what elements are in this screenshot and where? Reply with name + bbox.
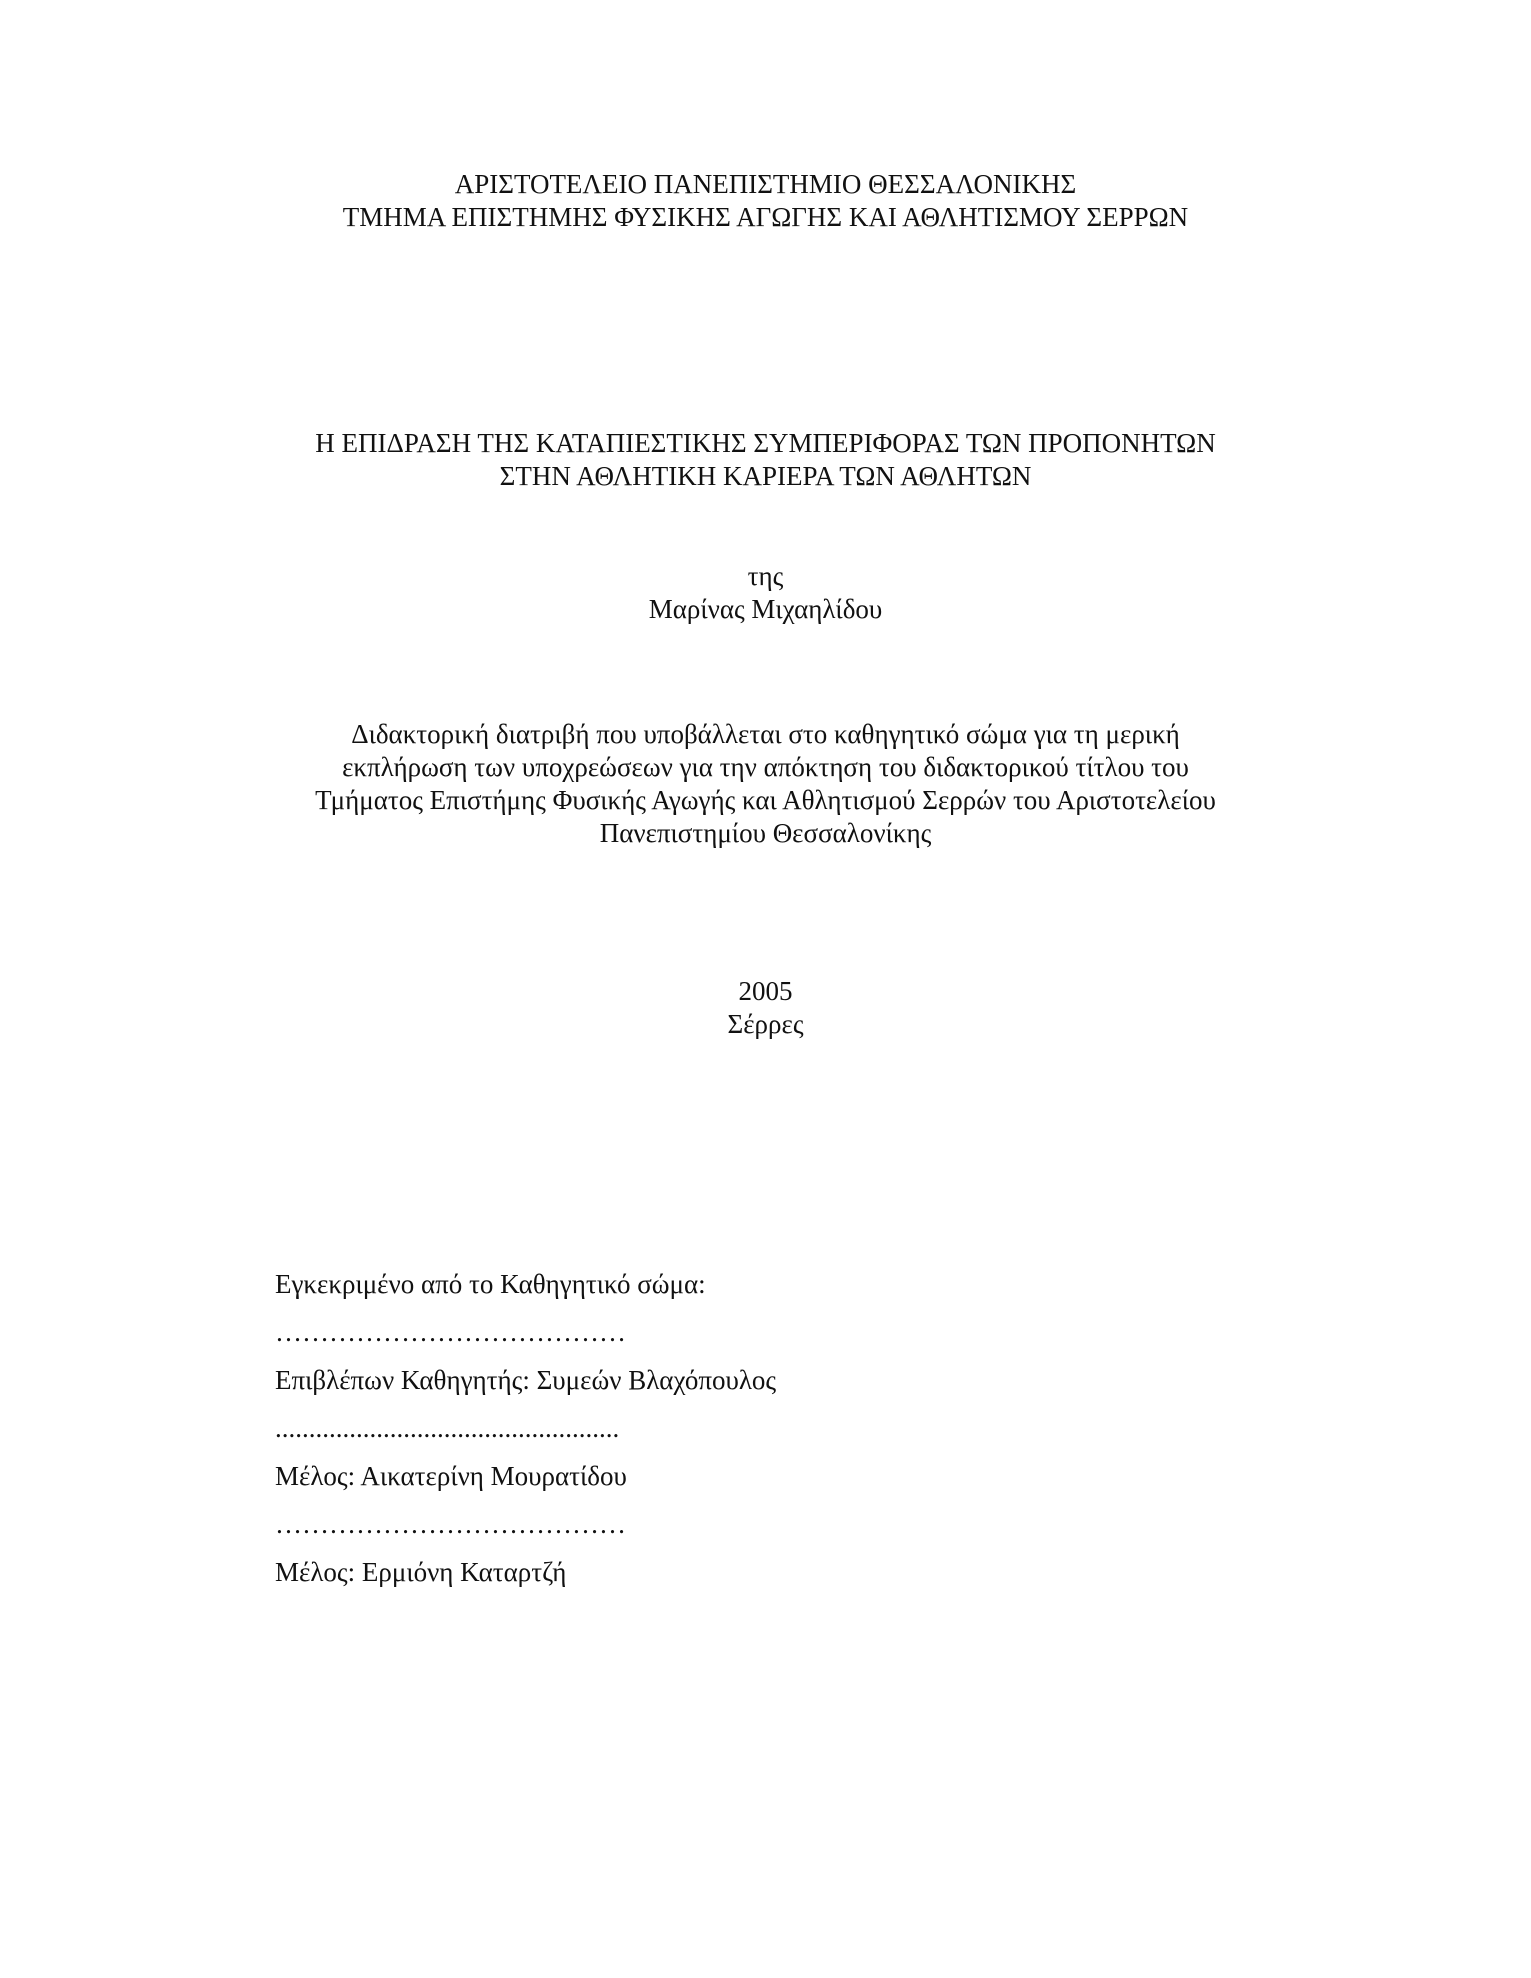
purpose-line-3: Τμήματος Επιστήμης Φυσικής Αγωγής και Αθλητισμού Σερρών του Αριστοτελείου: [315, 785, 1216, 815]
thesis-purpose: [0, 718, 1531, 850]
department-name: ΤΜΗΜΑ ΕΠΙΣΤΗΜΗΣ ΦΥΣΙΚΗΣ ΑΓΩΓΗΣ ΚΑΙ ΑΘΛΗΤΙΣΜΟΥ ΣΕΡΡΩΝ: [342, 202, 1189, 232]
thesis-title: [0, 427, 1531, 493]
purpose-line-2: εκπλήρωση των υποχρεώσεων για την απόκτηση του διδακτορικού τίτλου του: [342, 752, 1189, 782]
approved-by-label: Εγκεκριμένο από το Καθηγητικό σώμα:: [275, 1269, 706, 1299]
thesis-title-line-2: ΣΤΗΝ ΑΘΛΗΤΙΚΗ ΚΑΡΙΕΡΑ ΤΩΝ ΑΘΛΗΤΩΝ: [499, 461, 1032, 491]
university-header: [0, 168, 1531, 234]
committee-member-1: Μέλος: Αικατερίνη Μουρατίδου: [275, 1461, 627, 1491]
place: Σέρρες: [727, 1009, 804, 1039]
purpose-line-1: Διδακτορική διατριβή που υποβάλλεται στο καθηγητικό σώμα για τη μερική: [351, 719, 1180, 749]
author-prefix: της: [747, 561, 784, 591]
author-name: Μαρίνας Μιχαηλίδου: [648, 594, 883, 624]
date-place-block: [0, 975, 1531, 1041]
committee-block: [275, 1268, 1175, 1604]
signature-line-2: ...................................................: [275, 1413, 620, 1443]
signature-line-3: …………………………………: [275, 1509, 626, 1539]
committee-member-2: Μέλος: Ερμιόνη Καταρτζή: [275, 1557, 567, 1587]
supervisor: Επιβλέπων Καθηγητής: Συμεών Βλαχόπουλος: [275, 1365, 777, 1395]
author-block: [0, 560, 1531, 626]
thesis-title-line-1: Η ΕΠΙΔΡΑΣΗ ΤΗΣ ΚΑΤΑΠΙΕΣΤΙΚΗΣ ΣΥΜΠΕΡΙΦΟΡΑΣ ΤΩΝ ΠΡΟΠΟΝΗΤΩΝ: [315, 428, 1216, 458]
signature-line-1: …………………………………: [275, 1317, 626, 1347]
university-name: ΑΡΙΣΤΟΤΕΛΕΙΟ ΠΑΝΕΠΙΣΤΗΜΙΟ ΘΕΣΣΑΛΟΝΙΚΗΣ: [454, 169, 1077, 199]
year: 2005: [738, 976, 793, 1006]
purpose-line-4: Πανεπιστημίου Θεσσαλονίκης: [599, 818, 932, 848]
